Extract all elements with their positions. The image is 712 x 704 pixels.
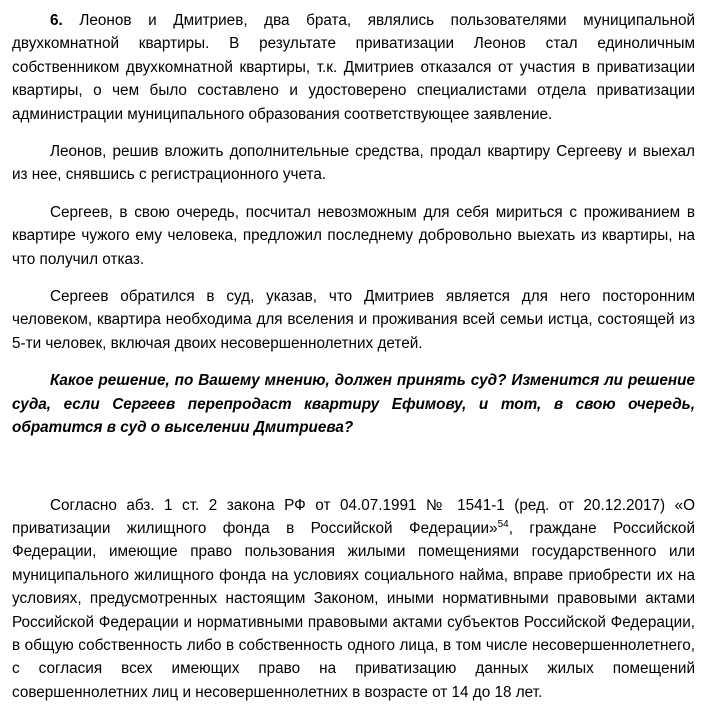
task-paragraph-4: Сергеев обратился в суд, указав, что Дмитриев является для него посторонним человеком, квартира необходима для вселения и проживания всей семьи истца, состоящей из 5-ти человек, включая двоих несовершеннолетних детей.: [12, 285, 695, 355]
answer-text-after-ref: , граждане Российской Федерации, имеющие право пользования жилыми помещениями государственного или муниципального жилищного фонда на условиях социального найма, вправе приобрести их на условиях, предусмотренных настоящим Законом, иными нормативными правовыми актами Российской Федерации и нормативными правовыми актами субъектов Российской Федерации, в общую собственность либо в собственность одного лица, в том числе несовершеннолетнего, с согласия всех имеющих право на приватизацию данных жилых помещений совершеннолетних лиц и несовершеннолетних в возрасте от 14 до 18 лет.: [12, 520, 695, 701]
task-question: Какое решение, по Вашему мнению, должен принять суд? Изменится ли решение суда, если Сергеев перепродаст квартиру Ефимову, и тот, в свою очередь, обратится в суд о выселении Дмитриева?: [12, 369, 695, 439]
footnote-reference[interactable]: 54: [498, 519, 509, 530]
task-number: 6.: [50, 12, 63, 29]
task-paragraph-2: Леонов, решив вложить дополнительные средства, продал квартиру Сергееву и выехал из нее, снявшись с регистрационного учета.: [12, 140, 695, 187]
task-paragraph-3: Сергеев, в свою очередь, посчитал невозможным для себя мириться с проживанием в квартире чужого ему человека, предложил последнему добровольно выехать из квартиры, на что получил отказ.: [12, 201, 695, 271]
task-paragraph-1-text: Леонов и Дмитриев, два брата, являлись пользователями муниципальной двухкомнатной квартиры. В результате приватизации Леонов стал единоличным собственником двухкомнатной квартиры, т.к. Дмитриев отказался от участия в приватизации квартиры, о чем было составлено и удостоверено специалистами отдела приватизации администрации муниципального образования соответствующее заявление.: [12, 12, 695, 123]
answer-paragraph: [12, 494, 695, 704]
task-paragraph-1: [12, 9, 695, 126]
answer-text-before-ref: Согласно абз. 1 ст. 2 закона РФ от 04.07.1991 № 1541-1 (ред. от 20.12.2017) «О приватизации жилищного фонда в Российской Федерации»: [12, 497, 695, 537]
